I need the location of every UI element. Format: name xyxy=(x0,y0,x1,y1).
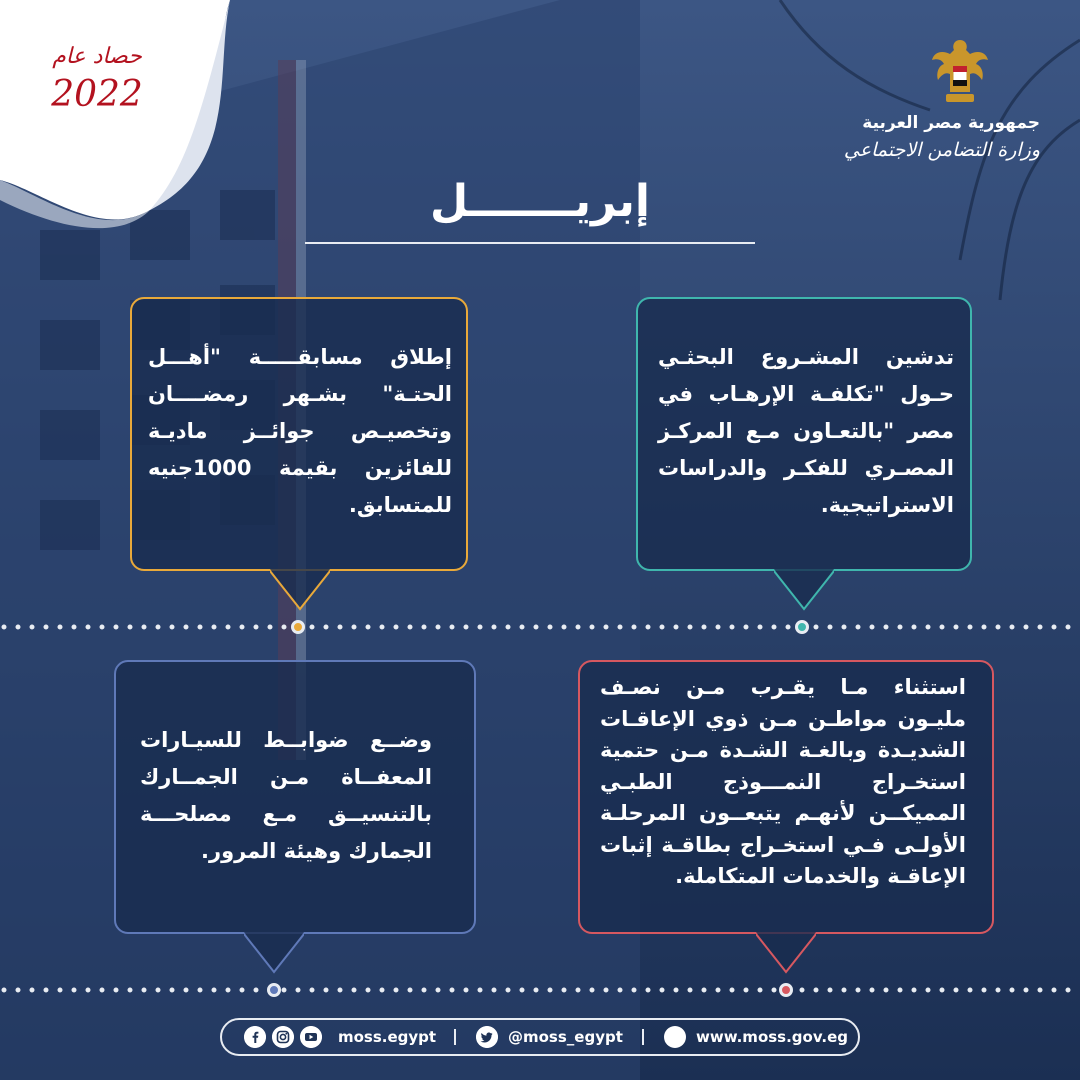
card-terrorism-cost-research xyxy=(636,297,972,571)
card-text: إطلاق مسابقـــــة "أهـــل الحتـة" بشـهر رمضــــان وتخصيـص جوائــز ماديـة للفائزين بقيمة 1000جنيه للمتسابق. xyxy=(148,345,452,517)
card-customs-exempt-cars xyxy=(114,660,476,934)
harvest-year: 2022 xyxy=(51,74,143,115)
footer-divider xyxy=(642,1029,644,1045)
youtube-icon[interactable] xyxy=(300,1026,322,1048)
card-ahl-elhetta-contest xyxy=(130,297,468,571)
month-underline xyxy=(305,242,755,244)
ministry-name: وزارة التضامن الاجتماعي xyxy=(843,139,1040,161)
card-text: وضــع ضوابــط للسيـارات المعفــاة مـن الجمــارك بالتنسيــق مـع مصلحـــة الجمارك وهيئة المرور. xyxy=(140,728,432,863)
card-pointer xyxy=(756,932,816,974)
month-title xyxy=(390,172,690,232)
footer-social-bar xyxy=(220,1018,860,1056)
timeline-node xyxy=(779,983,793,997)
harvest-badge xyxy=(22,44,172,116)
card-pointer xyxy=(244,932,304,974)
website-link[interactable]: www.moss.gov.eg xyxy=(696,1028,849,1046)
card-disability-exemption xyxy=(578,660,994,934)
eagle-emblem-icon xyxy=(930,36,990,108)
social-handle[interactable]: moss.egypt xyxy=(338,1028,437,1046)
card-pointer xyxy=(270,569,330,611)
timeline-node xyxy=(795,620,809,634)
ministry-header xyxy=(840,112,1040,164)
card-text: استثناء مـا يقـرب مـن نصـف مليـون مواطـن مـن ذوي الإعاقـات الشديـدة وبالغـة الشـدة مـن حتمية استخـراج النمـــوذج الطبـي المميكــن لأنهـم يتبعــون المرحلـة الأولـى فـي استخـراج بطاقـة إثبات الإعاقـة والخدمات المتكاملة. xyxy=(600,675,966,888)
facebook-icon[interactable] xyxy=(244,1026,266,1048)
card-text: تدشين المشـروع البحثـي حـول "تكلفـة الإرهـاب في مصر "بالتعـاون مـع المركـز المصـري للفكـر والدراسات الاستراتيجية. xyxy=(658,345,954,517)
globe-icon[interactable] xyxy=(664,1026,686,1048)
month-title-text: إبريـــــــل xyxy=(429,176,651,227)
instagram-icon[interactable] xyxy=(272,1026,294,1048)
twitter-handle[interactable]: @moss_egypt xyxy=(508,1028,623,1046)
twitter-icon[interactable] xyxy=(476,1026,498,1048)
timeline-node xyxy=(267,983,281,997)
timeline-dotted-line xyxy=(0,624,1080,630)
country-name: جمهورية مصر العربية xyxy=(862,113,1040,133)
timeline-node xyxy=(291,620,305,634)
card-pointer xyxy=(774,569,834,611)
timeline-dotted-line xyxy=(0,987,1080,993)
footer-divider xyxy=(454,1029,456,1045)
harvest-title: حصاد عام xyxy=(52,44,142,69)
